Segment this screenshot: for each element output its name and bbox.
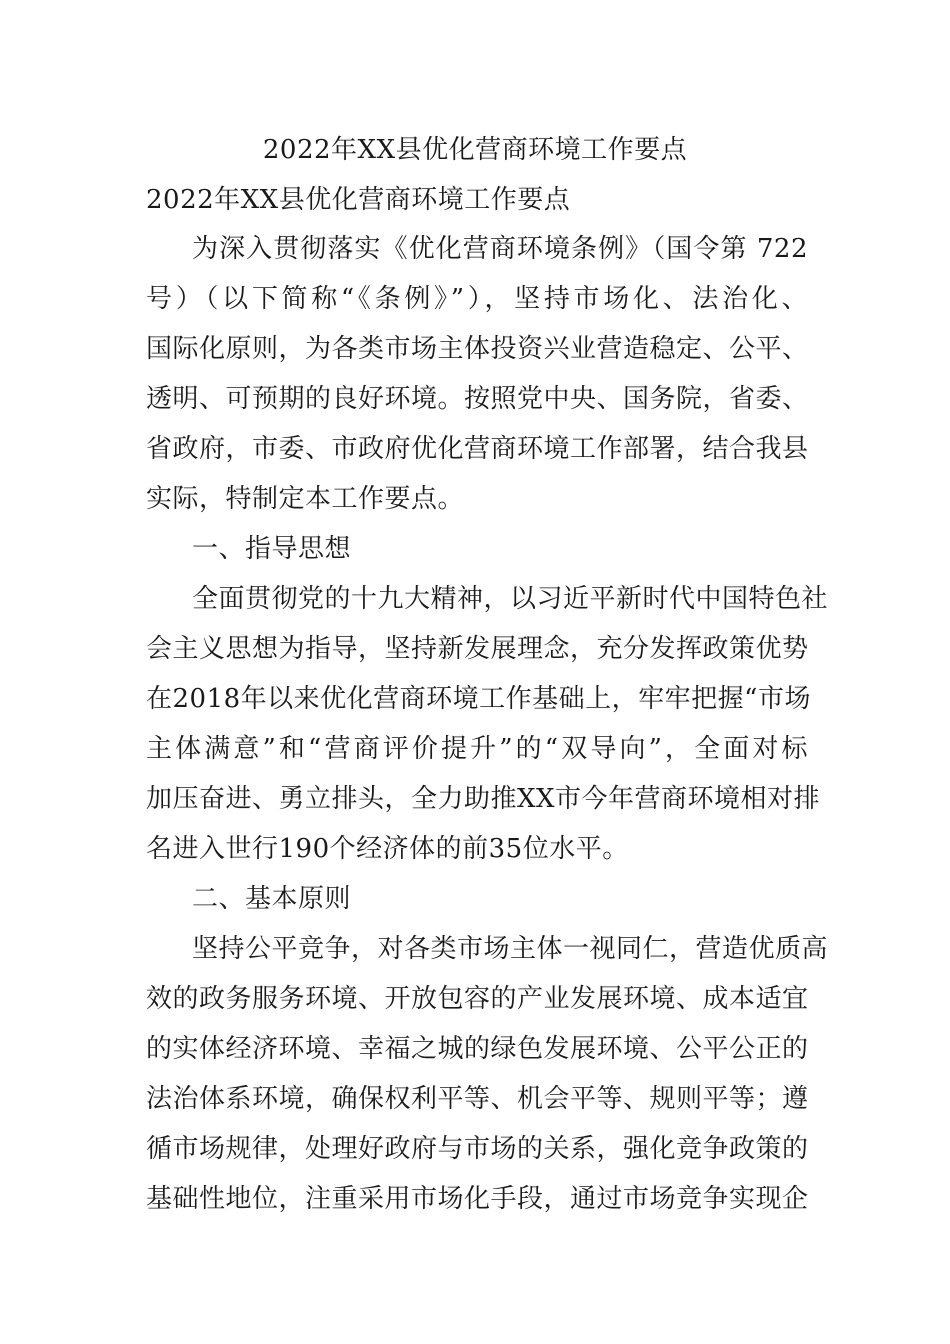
- section1-line: 会主义思想为指导，坚持新发展理念，充分发挥政策优势: [146, 634, 809, 664]
- intro-line: 省政府，市委、市政府优化营商环境工作部署，结合我县: [146, 434, 809, 464]
- section1-line: 加压奋进、勇立排头，全力助推XX市今年营商环境相对排: [146, 784, 821, 814]
- section2-line: 法治体系环境，确保权利平等、机会平等、规则平等；遵: [146, 1084, 809, 1114]
- section2-line: 的实体经济环境、幸福之城的绿色发展环境、公平公正的: [146, 1034, 809, 1064]
- intro-line: 为深入贯彻落实《优化营商环境条例》（国令第 722: [192, 234, 808, 264]
- document-title: 2022年XX县优化营商环境工作要点: [262, 135, 688, 165]
- intro-line: 透明、可预期的良好环境。按照党中央、国务院，省委、: [146, 384, 809, 414]
- document-subtitle: 2022年XX县优化营商环境工作要点: [146, 185, 571, 215]
- section2-line: 循市场规律，处理好政府与市场的关系，强化竞争政策的: [146, 1134, 809, 1164]
- section-heading-guiding-thought: 一、指导思想: [192, 534, 352, 564]
- intro-line: 国际化原则，为各类市场主体投资兴业营造稳定、公平、: [146, 334, 809, 364]
- intro-line: 实际，特制定本工作要点。: [146, 484, 465, 514]
- section1-line: 名进入世行190个经济体的前35位水平。: [146, 834, 629, 864]
- section2-line: 效的政务服务环境、开放包容的产业发展环境、成本适宜: [146, 984, 809, 1014]
- section1-line: 主体满意”和“营商评价提升”的“双导向”，全面对标: [146, 734, 808, 764]
- intro-line: 号）（以下简称“《条例》”），坚持市场化、法治化、: [146, 284, 808, 314]
- section-heading-basic-principles: 二、基本原则: [192, 884, 352, 914]
- section1-line: 在2018年以来优化营商环境工作基础上，牢牢把握“市场: [146, 684, 811, 714]
- section2-line: 坚持公平竞争，对各类市场主体一视同仁，营造优质高: [192, 934, 829, 964]
- section2-line: 基础性地位，注重采用市场化手段，通过市场竞争实现企: [146, 1184, 809, 1214]
- section1-line: 全面贯彻党的十九大精神，以习近平新时代中国特色社: [192, 584, 829, 614]
